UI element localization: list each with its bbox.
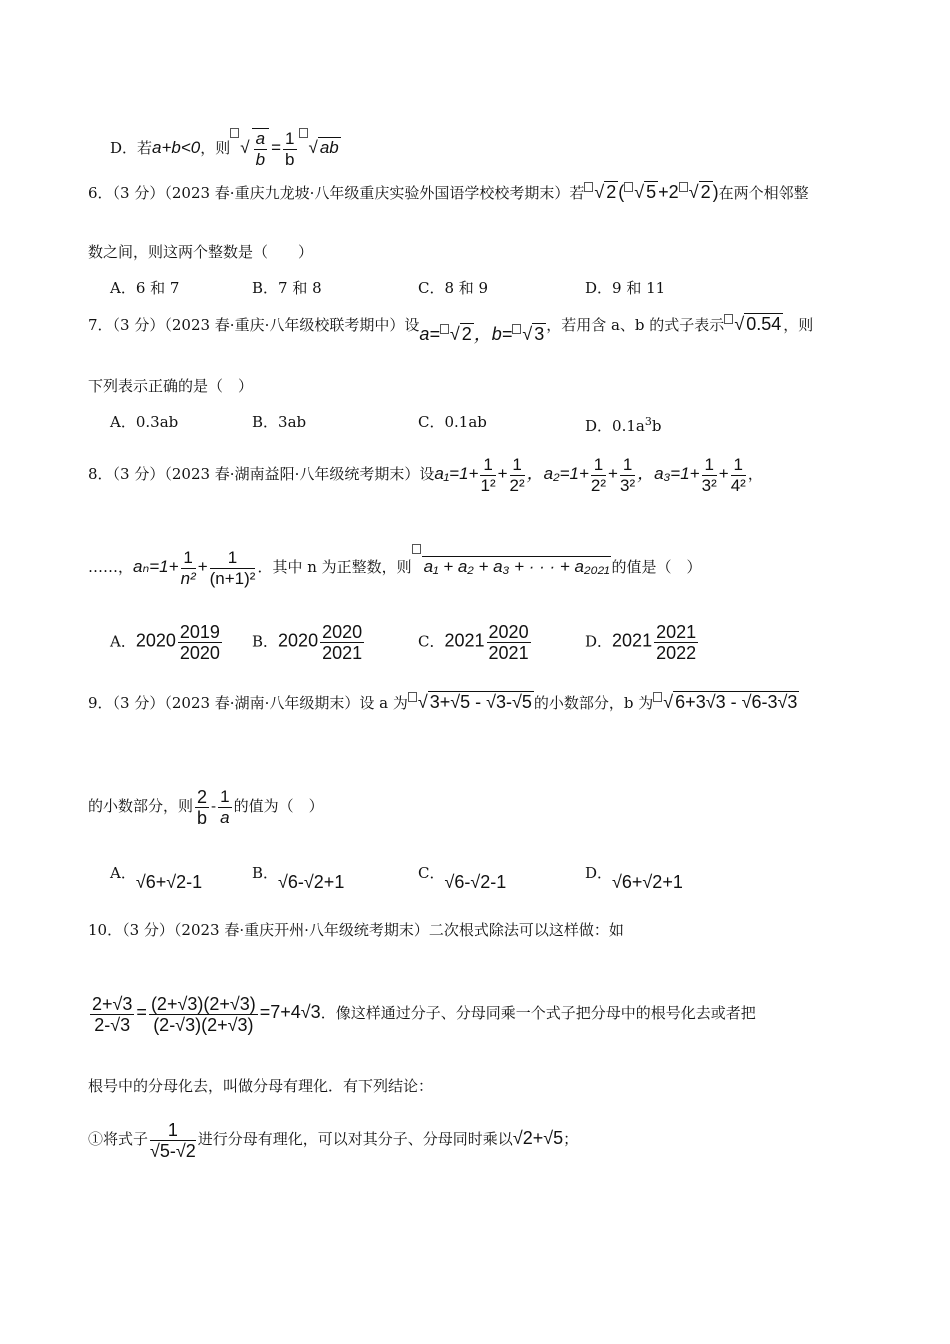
condition: a+b<0 (152, 138, 201, 157)
question-source: （3 分）（2023 春·湖南·八年级期末）设 a 为 (112, 694, 408, 712)
expression: √2+√5 (512, 1128, 564, 1148)
text: 的值为（ ） (233, 797, 324, 815)
question-number: 10． (88, 921, 123, 939)
sum-expression: a₁ + a₂ + a₃ + · · · + a₂₀₂₁ (412, 557, 612, 576)
q9-option-b[interactable]: B．√6-√2+1 (252, 864, 345, 892)
result: =7+4√3 (259, 1002, 321, 1022)
fraction: $\frac{2}{b}$ (197, 786, 208, 828)
question-number: 7． (88, 316, 113, 334)
fraction: $\frac{1}{\text{4²}}$ (730, 454, 746, 495)
question-number: 6． (88, 184, 113, 202)
text: ．其中 n 为正整数，则 (257, 558, 412, 576)
fraction: $\frac{1}{\text{2²}}$ (590, 454, 607, 495)
fraction: $\frac{(2+√3)(2+√3)}{(2-√3)(2+√3)}$ (150, 993, 256, 1035)
fraction: $\frac{1}{√5-√2}$ (150, 1119, 196, 1161)
q7-stem (88, 314, 814, 344)
q8-option-a[interactable]: A．2020 $\frac{2019}{2020}$ (110, 622, 220, 663)
fraction: $\frac{1}{\text{2²}}$ (509, 454, 525, 495)
q7-option-c[interactable]: C．0.1ab (418, 413, 487, 431)
denominator: b (255, 150, 266, 169)
q6-option-b[interactable]: B．7 和 8 (252, 279, 322, 297)
a2-def: ，a₂=1+ (526, 464, 589, 483)
q6-stem (88, 182, 809, 203)
q6-option-d[interactable]: D．9 和 11 (585, 279, 666, 297)
text: 在两个相邻整 (718, 184, 809, 202)
q7-option-b[interactable]: B．3ab (252, 413, 307, 431)
radicand: ab (319, 138, 339, 157)
question-source: （3 分）（2023 春·湖南益阳·八年级统考期末）设 (112, 465, 435, 483)
sqrt-sign: √ (240, 138, 250, 157)
fraction: $\frac{1}{\text{3²}}$ (701, 454, 717, 495)
question-source: （3 分）（2023 春·重庆开州·八年级统考期末）二次根式除法可以这样做：如 (122, 921, 624, 939)
fraction (252, 128, 269, 170)
denominator: b (285, 149, 295, 169)
q7-stem-line2: 下列表示正确的是（ ） (88, 377, 254, 395)
q8-option-c[interactable]: C．2021 $\frac{2020}{2021}$ (418, 622, 529, 663)
question-number: 9． (88, 694, 113, 712)
fraction: $\frac{1}{\text{1²}}$ (480, 454, 496, 495)
q6-option-a[interactable]: A．6 和 7 (110, 279, 180, 297)
question-source: （3 分）（2023 春·重庆·八年级校联考期中）设 (112, 316, 420, 334)
a1-def: a₁=1+ (434, 464, 479, 483)
q10-example: $\frac{2+√3}{2-√3}$ = $\frac{(2+√3)(2+√3)}{(2-√3)(2+√3)}$ =7+4√3．像这样通过分子、分母同乘一个式子把分母中的根号化去或者把 (92, 993, 756, 1035)
option-label: D．若 (110, 139, 153, 157)
text: 的小数部分，则 (88, 797, 194, 815)
q8-option-d[interactable]: D．2021 $\frac{2021}{2022}$ (585, 622, 697, 663)
text: ，若用含 a、b 的式子表示 (546, 316, 725, 334)
radical-glyph-icon (230, 128, 239, 138)
q7-option-a[interactable]: A．0.3ab (110, 413, 179, 431)
q5-option-d: D．若a+b<0，则 √ $\frac{a}{b}$ = $\frac{1}{b}$ √ ab (110, 128, 339, 169)
q9-option-c[interactable]: C．√6-√2-1 (418, 864, 507, 892)
text: 进行分母有理化，可以对其分子、分母同时乘以 (197, 1130, 513, 1148)
text: ①将式子 (88, 1130, 149, 1148)
fraction: $\frac{1}{a}$ (220, 786, 230, 827)
q9-stem (88, 692, 799, 713)
q8-stem: 8．（3 分）（2023 春·湖南益阳·八年级统考期末）设a₁=1+ $\frac{1}{\text{1²}}$ + $\frac{1}{\text{2²}}$ ，a₂=1+ $\frac{1}{\text{2²}}$ + $\frac{1}{\text{3²}}$ ，a₃=1+ $\frac{1}{\text{3²}}$ + $\frac{1}{\text{4²}}$ ， (88, 454, 763, 495)
an-def: aₙ=1+ (133, 557, 179, 576)
q9-option-d[interactable]: D．√6+√2+1 (585, 864, 683, 892)
fraction (283, 129, 296, 170)
text: 的值是（ ） (611, 558, 702, 576)
q6-option-c[interactable]: C．8 和 9 (418, 279, 489, 297)
q9-option-a[interactable]: A．√6+√2-1 (110, 864, 203, 892)
q8-option-b[interactable]: B．2020 $\frac{2020}{2021}$ (252, 622, 363, 663)
q7-option-d[interactable]: D．$0.1a^3b$ (585, 415, 662, 435)
numerator: a (255, 129, 266, 148)
b-expression: √ 6+3√3 - √6-3√3 (653, 692, 799, 712)
text: ，则 (200, 139, 231, 157)
question-number: 8． (88, 465, 113, 483)
a3-def: ，a₃=1+ (637, 464, 700, 483)
a-definition: a= √ 2 ，b= √ 3 (419, 324, 545, 344)
a-expression: √ 3+√5 - √3-√5 (408, 692, 534, 712)
fraction: $\frac{1}{\text{n²}}$ (180, 547, 196, 588)
q10-stem (88, 920, 624, 940)
numerator: 1 (285, 128, 295, 148)
text: ．像这样通过分子、分母同乘一个式子把分母中的根号化去或者把 (320, 1004, 756, 1022)
q10-item1: ①将式子 $\frac{1}{√5-√2}$ 进行分母有理化，可以对其分子、分母同时乘以√2+√5； (88, 1119, 579, 1161)
fraction: $\frac{1}{\text{3²}}$ (619, 454, 636, 495)
equals: = (271, 138, 282, 157)
question-source: （3 分）（2023 春·重庆九龙坡·八年级重庆实验外国语学校校考期末）若 (112, 184, 585, 202)
fraction: $\frac{2+√3}{2-√3}$ (92, 993, 133, 1035)
q8-stem-line2: ……，aₙ=1+ $\frac{1}{\text{n²}}$ + $\frac{1}{\text{(n+1)²}}$ ．其中 n 为正整数，则 a₁ + a₂ + a₃ + · · · + a₂₀₂₁ 的值是（ ） (88, 544, 702, 589)
radical-glyph-icon (299, 128, 308, 138)
target-expression: √ 0.54 (724, 314, 783, 334)
text: 的小数部分，b 为 (533, 694, 654, 712)
q9-stem-line2: 的小数部分，则 $\frac{2}{b}$ - $\frac{1}{a}$ 的值为（ ） (88, 786, 324, 828)
text: ，则 (783, 316, 814, 334)
expression: √ 2 ( √ 5 +2 √ 2 ) (584, 182, 718, 202)
fraction: $\frac{1}{\text{(n+1)²}}$ (209, 547, 256, 588)
q6-stem-line2: 数之间，则这两个整数是（ ） (88, 243, 314, 261)
q10-line3: 根号中的分母化去，叫做分母有理化．有下列结论： (88, 1077, 434, 1095)
ellipsis: ……， (88, 558, 134, 576)
